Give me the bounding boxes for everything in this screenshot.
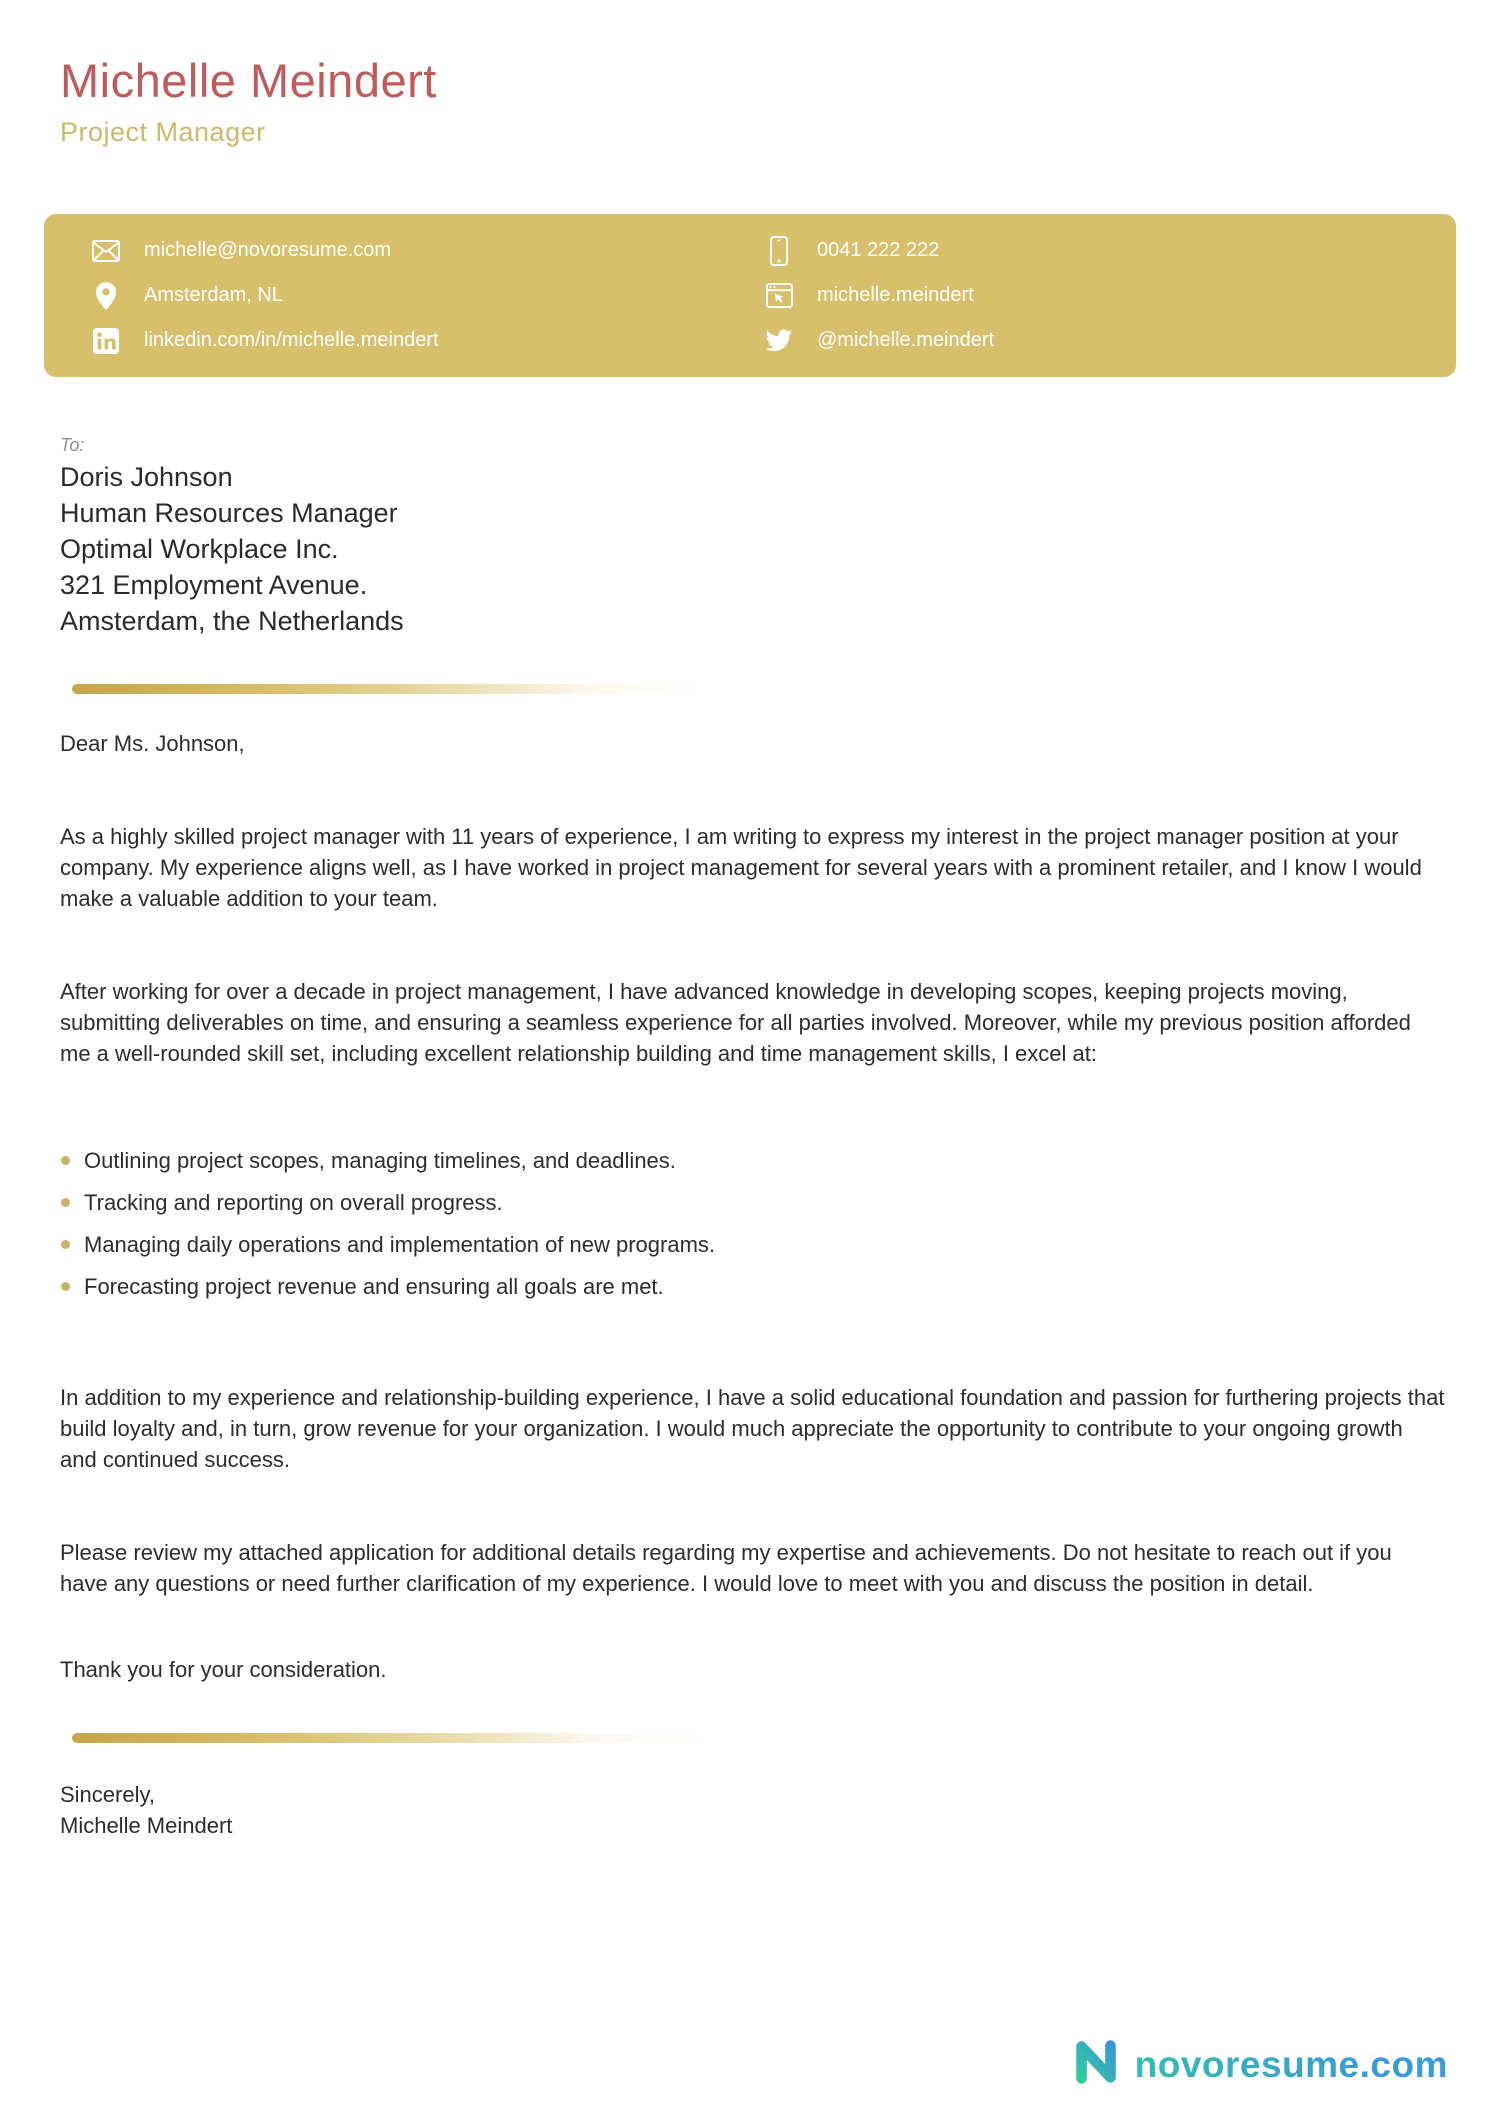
- novoresume-wordmark: novoresume.com: [1134, 2043, 1448, 2085]
- email-icon: [90, 240, 122, 262]
- bullet-item: Outlining project scopes, managing timelines, and deadlines.: [60, 1145, 1445, 1176]
- contact-location: [90, 282, 763, 310]
- signoff: Sincerely,: [60, 1782, 155, 1807]
- contact-twitter[interactable]: [763, 329, 1436, 353]
- recipient-company: Optimal Workplace Inc.: [60, 534, 339, 564]
- gold-divider-bottom: [72, 1733, 760, 1743]
- phone-icon: [763, 236, 795, 266]
- person-name: Michelle Meindert: [60, 54, 437, 107]
- contact-phone: [763, 236, 1436, 266]
- greeting: Dear Ms. Johnson,: [60, 731, 245, 756]
- paragraph-intro: As a highly skilled project manager with 11 years of experience, I am writing to express my interest in the project manager position at your company. My experience aligns well, as I have worked in project management for several years with a prominent retailer, and I know I would make a valuable addition to your team.: [60, 824, 1422, 911]
- recipient-street: 321 Employment Avenue.: [60, 570, 368, 600]
- recipient-city: Amsterdam, the Netherlands: [60, 606, 404, 636]
- closing-line: Thank you for your consideration.: [60, 1657, 387, 1682]
- signature-block: [60, 1779, 1445, 1841]
- location-icon: [90, 282, 122, 310]
- job-title: Project Manager: [60, 117, 266, 147]
- recipient-name: Doris Johnson: [60, 462, 233, 492]
- recipient-title: Human Resources Manager: [60, 498, 398, 528]
- contact-website-text: michelle.meindert: [817, 284, 974, 306]
- header: [0, 0, 1500, 150]
- bullet-item: Forecasting project revenue and ensuring all goals are met.: [60, 1271, 1445, 1302]
- contact-website[interactable]: [763, 283, 1436, 308]
- website-icon: [763, 283, 795, 308]
- contact-bar: [44, 214, 1456, 377]
- contact-email-text: michelle@novoresume.com: [144, 239, 392, 261]
- contact-twitter-text: @michelle.meindert: [817, 329, 995, 351]
- contact-location-text: Amsterdam, NL: [144, 284, 283, 306]
- contact-phone-text: 0041 222 222: [817, 239, 940, 261]
- contact-linkedin[interactable]: [90, 328, 763, 354]
- gold-divider-top: [72, 684, 760, 694]
- recipient-label: To:: [60, 435, 85, 455]
- paragraph-education: In addition to my experience and relationship-building experience, I have a solid educational foundation and passion for furthering projects that build loyalty and, in turn, grow revenue for your organization. I would much appreciate the opportunity to contribute to your ongoing growth and continued success.: [60, 1385, 1445, 1472]
- bullet-item: Managing daily operations and implementation of new programs.: [60, 1229, 1445, 1260]
- novoresume-brand[interactable]: [1069, 2035, 1448, 2094]
- paragraph-experience: After working for over a decade in project management, I have advanced knowledge in developing scopes, keeping projects moving, submitting deliverables on time, and ensuring a seamless experience for all parties involved. Moreover, while my previous position afforded me a well-rounded skill set, including excellent relationship building and time management skills, I excel at:: [60, 979, 1411, 1066]
- novoresume-logo-icon: [1069, 2035, 1123, 2094]
- signature-name: Michelle Meindert: [60, 1813, 233, 1838]
- contact-email[interactable]: [90, 239, 763, 262]
- paragraph-review: Please review my attached application for additional details regarding my expertise and achievements. Do not hesitate to reach out if you have any questions or need further clarification of my experience. I would love to meet with you and discuss the position in detail.: [60, 1540, 1392, 1596]
- twitter-icon: [763, 329, 795, 353]
- bullet-item: Tracking and reporting on overall progress.: [60, 1187, 1445, 1218]
- letter-body: [60, 433, 1445, 1841]
- recipient-block: [60, 459, 1445, 639]
- skills-bullet-list: [60, 1145, 1445, 1302]
- contact-linkedin-text: linkedin.com/in/michelle.meindert: [144, 329, 439, 351]
- linkedin-icon: [90, 328, 122, 354]
